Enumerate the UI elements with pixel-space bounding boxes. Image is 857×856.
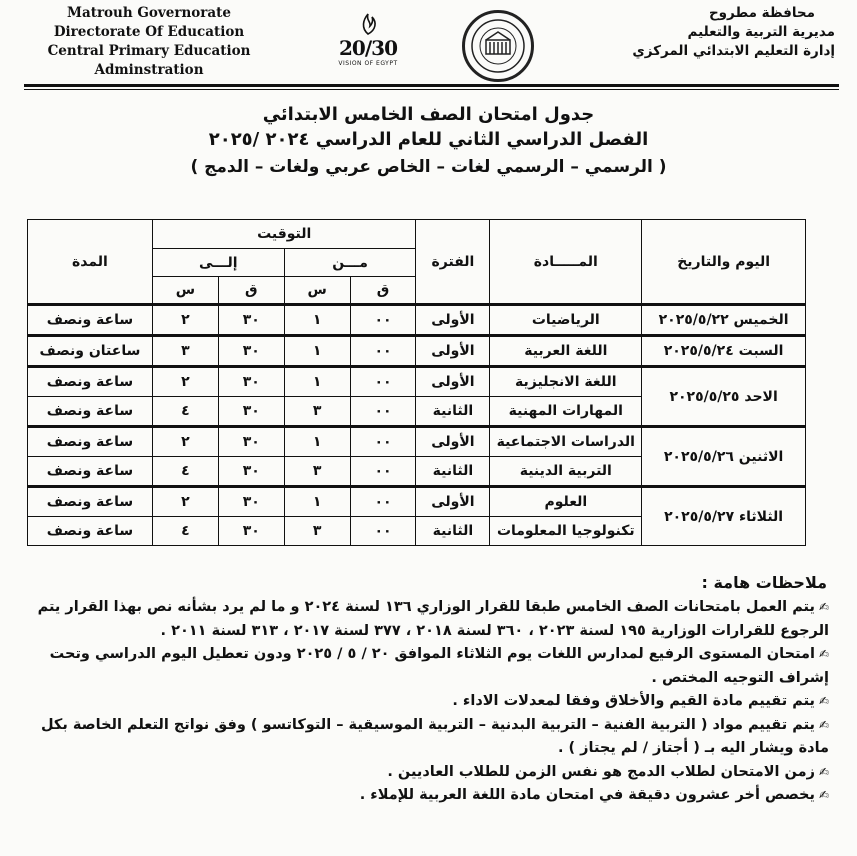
vision-2030-logo <box>333 10 403 70</box>
from-min-cell: ٠٠ <box>350 397 416 427</box>
from-min-cell: ٠٠ <box>350 305 416 336</box>
to-hour-cell: ٢ <box>152 427 218 457</box>
table-row <box>28 367 806 397</box>
header-to-hour: س <box>152 277 218 305</box>
seal-emblem-icon <box>468 16 528 76</box>
note-item <box>29 714 829 761</box>
governorate-ar: محافظة مطروح <box>708 5 815 21</box>
duration-cell: ساعة ونصف <box>28 427 153 457</box>
document-title: جدول امتحان الصف الخامس الابتدائي <box>262 104 595 125</box>
pen-icon: ✍ <box>818 647 829 661</box>
to-hour-cell: ٢ <box>152 367 218 397</box>
note-item <box>29 643 829 690</box>
period-cell: الأولى <box>416 427 490 457</box>
day-cell: الخميس ٢٠٢٥/٥/٢٢ <box>642 305 806 336</box>
to-hour-cell: ٤ <box>152 457 218 487</box>
header-subject: المـــــادة <box>490 220 642 305</box>
duration-cell: ساعتان ونصف <box>28 336 153 367</box>
note-text: يتم تقييم مواد ( التربية الفنية – التربية البدنية – التربية الموسيقية – التوكاتسو ) وفق نواتج التعلم الخاصة بكل مادة ويشار اليه بـ ( أجتاز / لم يجتاز ) . <box>40 716 829 756</box>
header-duration: المدة <box>28 220 153 305</box>
note-text: يخصص أخر عشرون دقيقة في امتحان مادة اللغة العربية للإملاء . <box>359 787 815 803</box>
header-from: مـــن <box>284 249 416 277</box>
vision-number: 20/30 <box>339 36 397 60</box>
header-to-min: ق <box>218 277 284 305</box>
to-min-cell: ٣٠ <box>218 397 284 427</box>
subject-cell: العلوم <box>490 487 642 517</box>
subject-cell: اللغة الانجليزية <box>490 367 642 397</box>
from-min-cell: ٠٠ <box>350 336 416 367</box>
from-min-cell: ٠٠ <box>350 457 416 487</box>
pen-icon: ✍ <box>818 788 829 802</box>
note-text: يتم العمل بامتحانات الصف الخامس طبقا للقرار الوزاري ١٣٦ لسنة ٢٠٢٤ و ما لم يرد بشأنه نص بهذا القرار يتم الرجوع للقرارات الوزارية ١٩٥ لسنة ٢٠٢٣ ، ٣٦٠ لسنة ٢٠١٨ ، ٣٧٧ لسنة ٢٠١٧ ، ٣١٣ لسنة ٢٠١١ . <box>37 599 829 639</box>
note-item <box>29 596 829 643</box>
header-divider-thin <box>24 89 839 90</box>
notes-list <box>29 596 829 808</box>
header-english <box>14 4 284 80</box>
subject-cell: التربية الدينية <box>490 457 642 487</box>
period-cell: الثانية <box>416 517 490 546</box>
subject-cell: الرياضيات <box>490 305 642 336</box>
notes-title: ملاحظات هامة : <box>701 573 827 592</box>
note-text: زمن الامتحان لطلاب الدمج هو نفس الزمن للطلاب العاديين . <box>387 763 815 780</box>
subject-cell: المهارات المهنية <box>490 397 642 427</box>
pen-icon: ✍ <box>818 600 829 614</box>
duration-cell: ساعة ونصف <box>28 517 153 546</box>
header-arabic <box>615 4 835 61</box>
from-hour-cell: ١ <box>284 427 350 457</box>
subject-cell: اللغة العربية <box>490 336 642 367</box>
duration-cell: ساعة ونصف <box>28 397 153 427</box>
note-text: امتحان المستوى الرفيع لمدارس اللغات يوم الثلاثاء الموافق ٢٠ / ٥ / ٢٠٢٥ ودون تعطيل اليوم الدراسي وتحت إشراف التوجيه المختص . <box>49 646 829 686</box>
table-header <box>28 220 806 305</box>
to-min-cell: ٣٠ <box>218 487 284 517</box>
duration-cell: ساعة ونصف <box>28 487 153 517</box>
from-hour-cell: ٣ <box>284 457 350 487</box>
to-hour-cell: ٤ <box>152 397 218 427</box>
pen-icon: ✍ <box>818 717 829 732</box>
header-from-hour: س <box>284 277 350 305</box>
from-hour-cell: ١ <box>284 336 350 367</box>
to-min-cell: ٣٠ <box>218 457 284 487</box>
pen-icon: ✍ <box>818 764 829 779</box>
to-min-cell: ٣٠ <box>218 367 284 397</box>
to-hour-cell: ٤ <box>152 517 218 546</box>
header-to: إلـــى <box>152 249 284 277</box>
pen-icon: ✍ <box>818 694 829 708</box>
governorate-en: Matrouh Governorate <box>67 5 231 21</box>
period-cell: الثانية <box>416 397 490 427</box>
period-cell: الأولى <box>416 305 490 336</box>
to-hour-cell: ٢ <box>152 305 218 336</box>
header-from-min: ق <box>350 277 416 305</box>
to-min-cell: ٣٠ <box>218 517 284 546</box>
subject-cell: الدراسات الاجتماعية <box>490 427 642 457</box>
semester-title: الفصل الدراسي الثاني للعام الدراسي ٢٠٢٤ /٢٠٢٥ <box>208 129 649 150</box>
header-period: الفترة <box>416 220 490 305</box>
to-hour-cell: ٣ <box>152 336 218 367</box>
directorate-ar: مديرية التربية والتعليم <box>687 24 835 40</box>
to-min-cell: ٣٠ <box>218 336 284 367</box>
table-row <box>28 487 806 517</box>
directorate-en: Directorate Of Education <box>53 24 245 40</box>
table-row <box>28 336 806 367</box>
period-cell: الأولى <box>416 487 490 517</box>
from-hour-cell: ١ <box>284 367 350 397</box>
period-cell: الأولى <box>416 367 490 397</box>
period-cell: الأولى <box>416 336 490 367</box>
administration-ar: إدارة التعليم الابتدائي المركزي <box>632 43 835 59</box>
administration-en: Central Primary Education Adminstration <box>47 43 251 78</box>
header-timing: التوقيت <box>152 220 416 249</box>
duration-cell: ساعة ونصف <box>28 457 153 487</box>
note-item <box>29 761 829 785</box>
to-min-cell: ٣٠ <box>218 427 284 457</box>
header-day: اليوم والتاريخ <box>642 220 806 305</box>
period-cell: الثانية <box>416 457 490 487</box>
duration-cell: ساعة ونصف <box>28 305 153 336</box>
from-min-cell: ٠٠ <box>350 367 416 397</box>
from-hour-cell: ٣ <box>284 517 350 546</box>
from-min-cell: ٠٠ <box>350 487 416 517</box>
table-row <box>28 427 806 457</box>
from-min-cell: ٠٠ <box>350 427 416 457</box>
subject-cell: تكنولوجيا المعلومات <box>490 517 642 546</box>
table-row <box>28 305 806 336</box>
flame-icon <box>355 10 381 36</box>
to-hour-cell: ٢ <box>152 487 218 517</box>
from-hour-cell: ١ <box>284 305 350 336</box>
from-hour-cell: ٣ <box>284 397 350 427</box>
from-min-cell: ٠٠ <box>350 517 416 546</box>
day-cell: الاحد ٢٠٢٥/٥/٢٥ <box>642 367 806 427</box>
note-text: يتم تقييم مادة القيم والأخلاق وفقا لمعدلات الاداء . <box>452 693 815 709</box>
ministry-seal-logo <box>462 10 534 82</box>
note-item <box>29 690 829 714</box>
exam-schedule-table <box>27 219 806 546</box>
school-types: ( الرسمي – الرسمي لغات – الخاص عربي ولغات – الدمج ) <box>190 157 667 177</box>
header-divider-thick <box>24 84 839 87</box>
day-cell: الاثنين ٢٠٢٥/٥/٢٦ <box>642 427 806 487</box>
day-cell: السبت ٢٠٢٥/٥/٢٤ <box>642 336 806 367</box>
note-item <box>29 784 829 808</box>
duration-cell: ساعة ونصف <box>28 367 153 397</box>
vision-caption: VISION OF EGYPT <box>338 60 398 67</box>
to-min-cell: ٣٠ <box>218 305 284 336</box>
day-cell: الثلاثاء ٢٠٢٥/٥/٢٧ <box>642 487 806 546</box>
table-body <box>28 305 806 546</box>
from-hour-cell: ١ <box>284 487 350 517</box>
